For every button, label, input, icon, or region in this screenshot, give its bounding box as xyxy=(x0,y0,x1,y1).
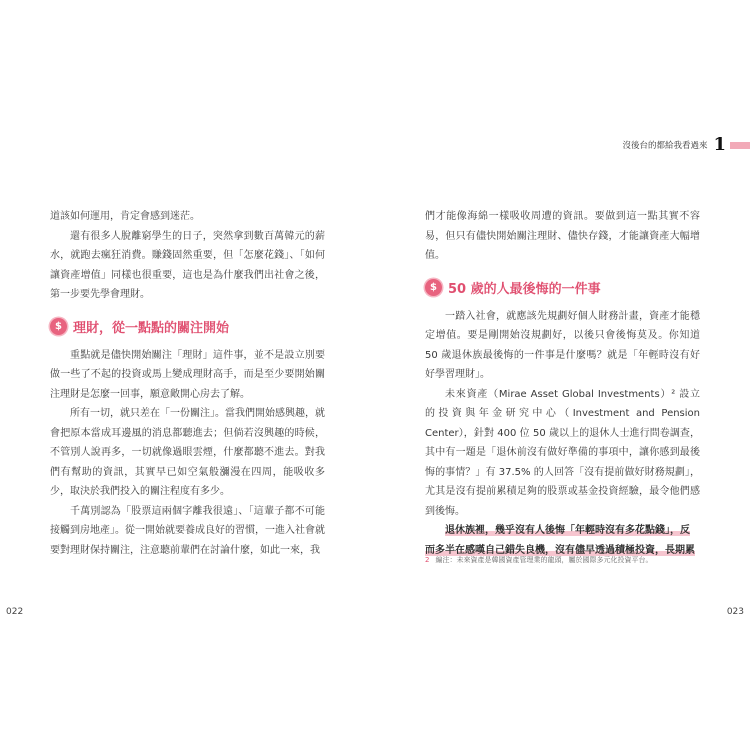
section-heading-left xyxy=(50,317,325,336)
left-paragraph: 所有一切，就只差在「一份關注」。當我們開始感興趣，就會把原本當成耳邊風的消息都聽進去；但倘若沒興趣的時候，不管別人說再多，一切就像過眼雲煙，什麼都聽不進去。對我們有幫助的資訊，其實早已如空氣般瀰漫在四周，能吸收多少，取決於我們投入的關注程度有多少。 xyxy=(50,408,325,497)
right-paragraph-continued: 們才能像海綿一樣吸收周遭的資訊。要做到這一點其實不容易，但只有儘快開始關注理財、儘快存錢，才能讓資產大幅增值。 xyxy=(425,211,700,261)
right-page xyxy=(375,0,750,750)
dollar-coin-icon: $ xyxy=(425,279,442,296)
left-text-column xyxy=(50,207,325,560)
page-number: 022 xyxy=(6,607,24,617)
chapter-number: 1 xyxy=(713,134,726,155)
left-paragraph: 還有很多人脫離窮學生的日子，突然拿到數百萬韓元的薪水，就跑去瘋狂消費。賺錢固然重要，但「怎麼花錢」、「如何讓資產增值」同樣也很重要，這也是為什麼我們出社會之後，第一步要先學會理財。 xyxy=(50,230,325,300)
right-text-column xyxy=(425,207,700,560)
right-paragraph: 未來資產（Mirae Asset Global Investments）² 設立的投資與年金研究中心（Investment and Pension Center），針對 400 位 50 歲以上的退休人士進行問卷調查，其中有一題是「退休前沒有做好準備的事項中，讓你感到最後悔的事情？」有 37.5% 的人回答「沒有提前做好財務規劃」，尤其是沒有提前累積足夠的股票或基金投資經驗，最令他們感到後悔。 xyxy=(425,388,700,517)
section-heading-text: 理財，從一點點的關注開始 xyxy=(73,320,230,336)
left-paragraph: 重點就是儘快開始關注「理財」這件事，並不是設立別要做一些了不起的投資或馬上變成理財高手，而是至少要開始關注理財是怎麼一回事，願意敞開心房去了解。 xyxy=(50,349,325,400)
highlight-line: 退休族裡，幾乎沒有人後悔「年輕時沒有多花點錢」，反 xyxy=(445,525,690,536)
section-heading-text: 50 歲的人最後悔的一件事 xyxy=(448,281,601,297)
right-paragraph: 一踏入社會，就應該先規劃好個人財務計畫，資產才能穩定增值。要是剛開始沒規劃好，以後只會後悔莫及。你知道 50 歲退休族最後悔的一件事是什麼嗎？就是「年輕時沒有好好學習理財」。 xyxy=(425,310,700,380)
highlight-line: 而多半在感嘆自己錯失良機，沒有儘早透過積極投資，長期累 xyxy=(425,544,695,556)
dollar-coin-icon: $ xyxy=(50,318,67,335)
running-header xyxy=(622,136,750,154)
left-paragraph: 千萬別認為「股票這兩個字離我很遠」、「這輩子都不可能接觸到房地產」。從一開始就要養成良好的習慣，一進入社會就要對理財保持關注，注意聽前輩們在討論什麼，如此一來，我 xyxy=(50,505,325,556)
running-title: 沒後台的都給我看過來 xyxy=(622,141,708,151)
footnote xyxy=(425,555,710,565)
page-number: 023 xyxy=(726,607,744,617)
chapter-tab-bar xyxy=(730,142,750,149)
section-heading-right xyxy=(425,278,700,297)
left-paragraph-continued: 道該如何運用，肯定會感到迷茫。 xyxy=(50,211,200,222)
footnote-text: 編注：未來資產是韓國資產管理業的龍頭，屬於國際多元化投資平台。 xyxy=(435,556,653,564)
footnote-number: 2 xyxy=(425,556,430,564)
